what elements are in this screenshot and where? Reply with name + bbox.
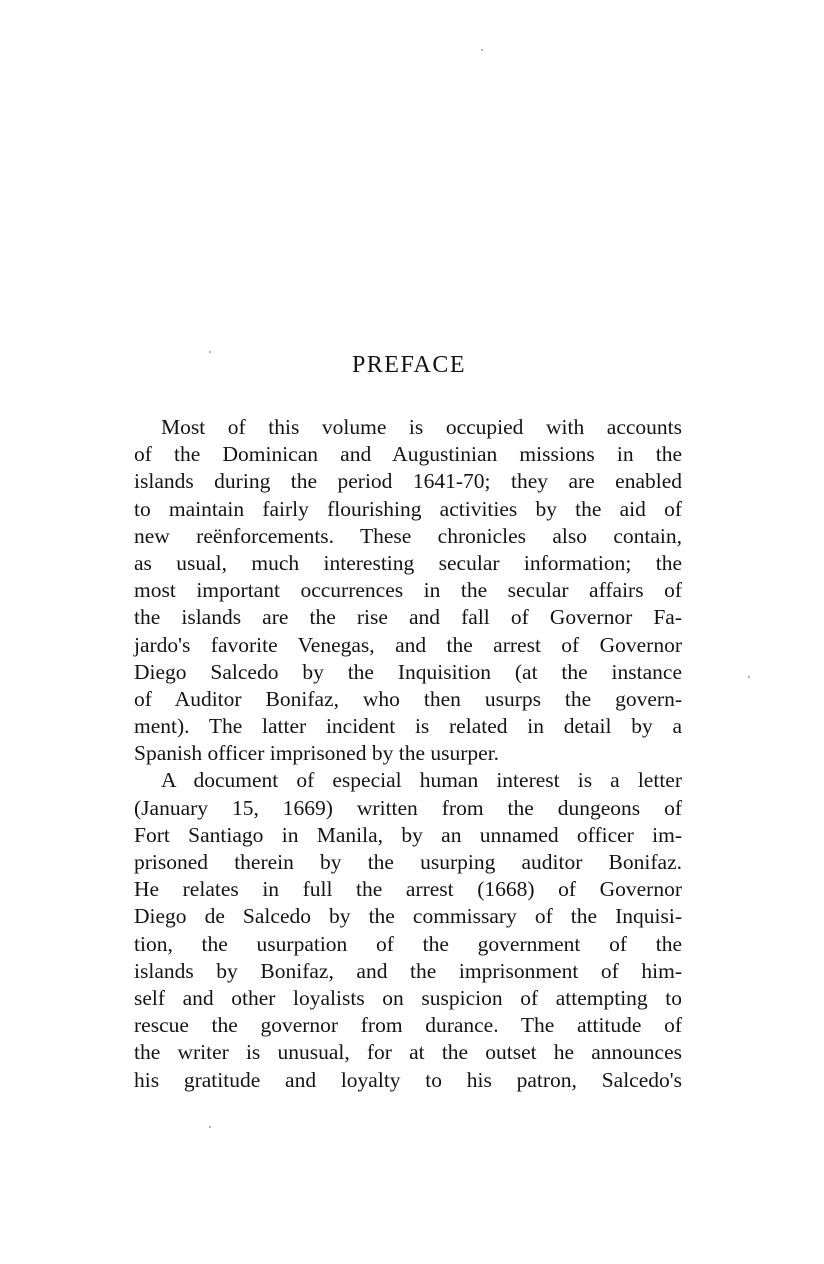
text-line: self and other loyalists on suspicion of attempting to	[134, 985, 682, 1010]
page-title: PREFACE	[351, 352, 467, 378]
print-speck	[748, 676, 750, 678]
text-line: A document of especial human interest is a letter	[161, 768, 682, 793]
text-line: of Auditor Bonifaz, who then usurps the govern-	[134, 686, 682, 711]
text-line: Diego de Salcedo by the commissary of the Inquisi-	[134, 904, 682, 929]
text-line: his gratitude and loyalty to his patron, Salcedo's	[134, 1067, 682, 1092]
text-line: ment). The latter incident is related in detail by a	[134, 714, 682, 739]
text-line: rescue the governor from durance. The attitude of	[134, 1013, 682, 1038]
text-line: islands during the period 1641-70; they are enabled	[134, 469, 682, 494]
text-line: Spanish officer imprisoned by the usurper.	[134, 741, 500, 766]
text-line: tion, the usurpation of the government of the	[134, 931, 682, 956]
text-line: jardo's favorite Venegas, and the arrest of Governor	[134, 632, 682, 657]
text-line: to maintain fairly flourishing activities by the aid of	[134, 496, 682, 521]
paragraph-2	[134, 767, 682, 1093]
text-line: (January 15, 1669) written from the dungeons of	[134, 795, 682, 820]
paragraph-1	[134, 414, 682, 767]
print-speck	[209, 1126, 211, 1128]
text-line: Most of this volume is occupied with accounts	[161, 415, 682, 439]
text-line: as usual, much interesting secular information; the	[134, 550, 682, 575]
text-line: of the Dominican and Augustinian missions in the	[134, 442, 682, 467]
text-line: He relates in full the arrest (1668) of Governor	[134, 877, 682, 902]
text-line: the writer is unusual, for at the outset he announces	[134, 1040, 682, 1065]
text-line: Diego Salcedo by the Inquisition (at the instance	[134, 659, 682, 684]
text-line: prisoned therein by the usurping auditor Bonifaz.	[134, 850, 682, 874]
text-line: most important occurrences in the secular affairs of	[134, 578, 682, 603]
text-line: the islands are the rise and fall of Governor Fa-	[134, 605, 682, 630]
text-line: new reënforcements. These chronicles also contain,	[134, 523, 682, 548]
print-speck	[481, 49, 483, 51]
text-line: islands by Bonifaz, and the imprisonment of him-	[134, 958, 682, 983]
text-line: Fort Santiago in Manila, by an unnamed officer im-	[134, 822, 682, 847]
preface-body	[134, 414, 682, 1094]
